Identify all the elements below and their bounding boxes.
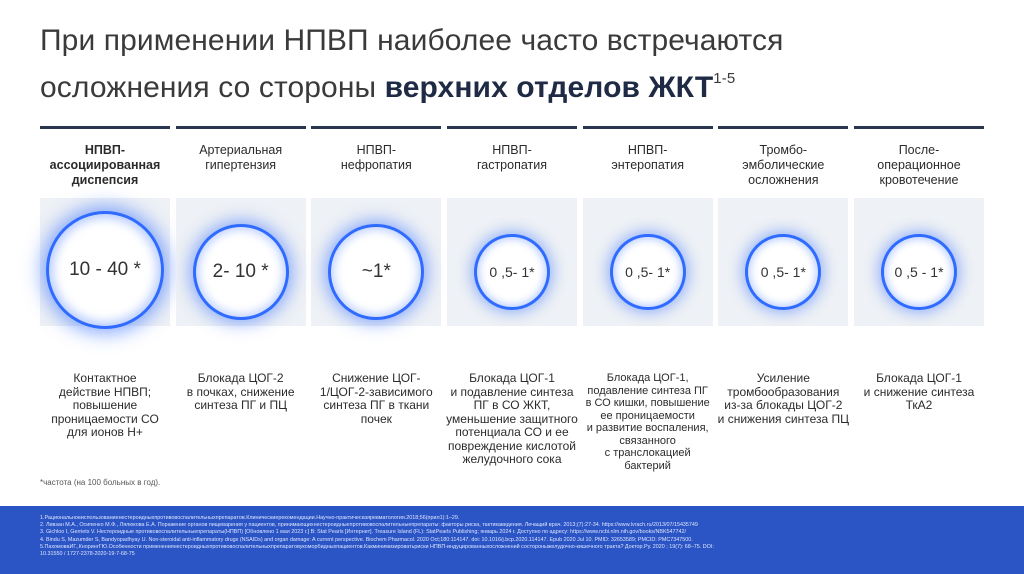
- frequency-value: 0 ,5- 1*: [760, 264, 806, 280]
- title-line-2-bold: верхних отделов ЖКТ: [384, 71, 714, 104]
- reference-line: 4. Bindu S, Mazumder S, Bandyopadhyay U. Non-steroidal anti-inflammatory drugs (NSAIDs) and organ damage: A current perspective. Biochem Pharmacol. 2020 Oct;180:114147. doi: 10.1016/j.bcp.2020.114147. Epub 2020 Jul 10. PMID: 32653589; PMCID: PMC7347500.: [40, 536, 693, 543]
- complication-column: [583, 126, 713, 472]
- mechanism-description: Снижение ЦОГ- 1/ЦОГ-2-зависимого синтеза ПГ в ткани почек: [319, 371, 433, 426]
- mechanism-description: Блокада ЦОГ-1 и снижение синтеза ТкА2: [863, 371, 975, 412]
- frequency-circle: [49, 214, 161, 326]
- frequency-value: 0 ,5- 1*: [625, 264, 671, 280]
- complication-name: Тромбо- эмболические осложнения: [742, 143, 825, 187]
- column-top-bar: [447, 126, 577, 129]
- column-top-bar: [583, 126, 713, 129]
- complication-column: [854, 126, 984, 466]
- title-reference-sup: 1-5: [713, 70, 736, 87]
- title-line-1: При применении НПВП наиболее часто встречаются: [40, 24, 784, 57]
- frequency-circle: [477, 237, 547, 307]
- mechanism-description: Контактное действие НПВП; повышение проницаемости СО для ионов Н+: [51, 371, 159, 439]
- complication-column: [311, 126, 441, 466]
- column-top-bar: [854, 126, 984, 129]
- reference-line: 3. Gichloo I, Gerriets V. Нестероидные противовоспалительныепрепараты(НПВП) [Обновлено 1 мая 2023 г.] В: Stat Pearls [Интернет]. Treasure Island (FL): StatPearls Publishing; январь 2024 г. Доступно по адресу: https://www.ncbi.nlm.nih.gov/books/NBK547742/: [40, 529, 687, 536]
- frequency-circle: [613, 237, 683, 307]
- frequency-value: 2- 10 *: [212, 261, 269, 282]
- frequency-value: ~1*: [361, 261, 391, 282]
- mechanism-description: Блокада ЦОГ-1, подавление синтеза ПГ в СО кишки, повышение ее проницаемости и развитие воспаления, связанного с транслокацией бактерий: [585, 372, 710, 472]
- complication-name: НПВП- гастропатия: [476, 143, 548, 172]
- page-title: [40, 22, 980, 107]
- frequency-value: 0 ,5- 1*: [489, 264, 535, 280]
- column-top-bar: [176, 126, 306, 129]
- frequency-circle: [748, 237, 818, 307]
- complications-columns: [40, 126, 984, 496]
- frequency-circle: [331, 227, 421, 317]
- column-top-bar: [40, 126, 170, 129]
- frequency-value: 0 ,5 - 1*: [894, 264, 944, 280]
- complication-name: НПВП- энтеропатия: [611, 143, 684, 172]
- mechanism-description: Блокада ЦОГ-1 и подавление синтеза ПГ в СО ЖКТ, уменьшение защитного потенциала СО и ее повреждение кислотой желудочного сока: [446, 371, 578, 466]
- complication-name: Артериальная гипертензия: [199, 143, 283, 172]
- column-top-bar: [311, 126, 441, 129]
- reference-line: 10.31550 / 1727-2378-2020-19-7-68-75: [40, 551, 135, 558]
- reference-line: 1.Рациональноеиспользованиенестероидныхпротивовоспалительныхпрепаратов.Клиническиерекомендации.Научно-практическаяревматология.2018;56(прил1):1–29.: [40, 515, 460, 521]
- complication-column: [40, 126, 170, 466]
- reference-line: 5.ПахомоваИГ.,КнорингГЮ.Особенности применениянестероидныхпротивовоспалительныхпрепаратовукоморбидныхпациентов.Какминимизироватьриски НПВП-индуцированныхосложнений состороныжелудочно-кишечного тракта? Доктор.Ру. 2020 ; 19(7): 68–75. DOI:: [40, 543, 714, 550]
- frequency-circle: [884, 237, 954, 307]
- complication-name: НПВП- нефропатия: [340, 143, 412, 172]
- title-line-2-normal: осложнения со стороны: [40, 71, 385, 104]
- references-panel: [0, 506, 1024, 574]
- frequency-footnote: *частота (на 100 больных в год).: [40, 478, 161, 487]
- complication-column: [447, 126, 577, 466]
- complication-column: [176, 126, 306, 466]
- complication-name: После- операционное кровотечение: [877, 143, 961, 187]
- reference-line: 2. Ливзан М.А., Осипенко М.Ф., Лялюкова Е.А. Поражение органов пищеварения у пациентов, принимающихнестероидныепротивовоспалительныепрепараты: факторы риска, тактикаведения. Лечащий врач. 2013;(7):27-34. https://www.lvrach.ru/2013/07/15435749: [40, 522, 698, 529]
- column-top-bar: [718, 126, 848, 129]
- frequency-value: 10 - 40 *: [69, 259, 141, 280]
- complication-column: [718, 126, 848, 466]
- complication-name: НПВП- ассоциированная диспепсия: [49, 143, 161, 187]
- frequency-circle: [196, 227, 286, 317]
- mechanism-description: Блокада ЦОГ-2 в почках, снижение синтеза ПГ и ПЦ: [186, 371, 295, 412]
- mechanism-description: Усиление тромбообразования из-за блокады ЦОГ-2 и снижения синтеза ПЦ: [717, 371, 849, 426]
